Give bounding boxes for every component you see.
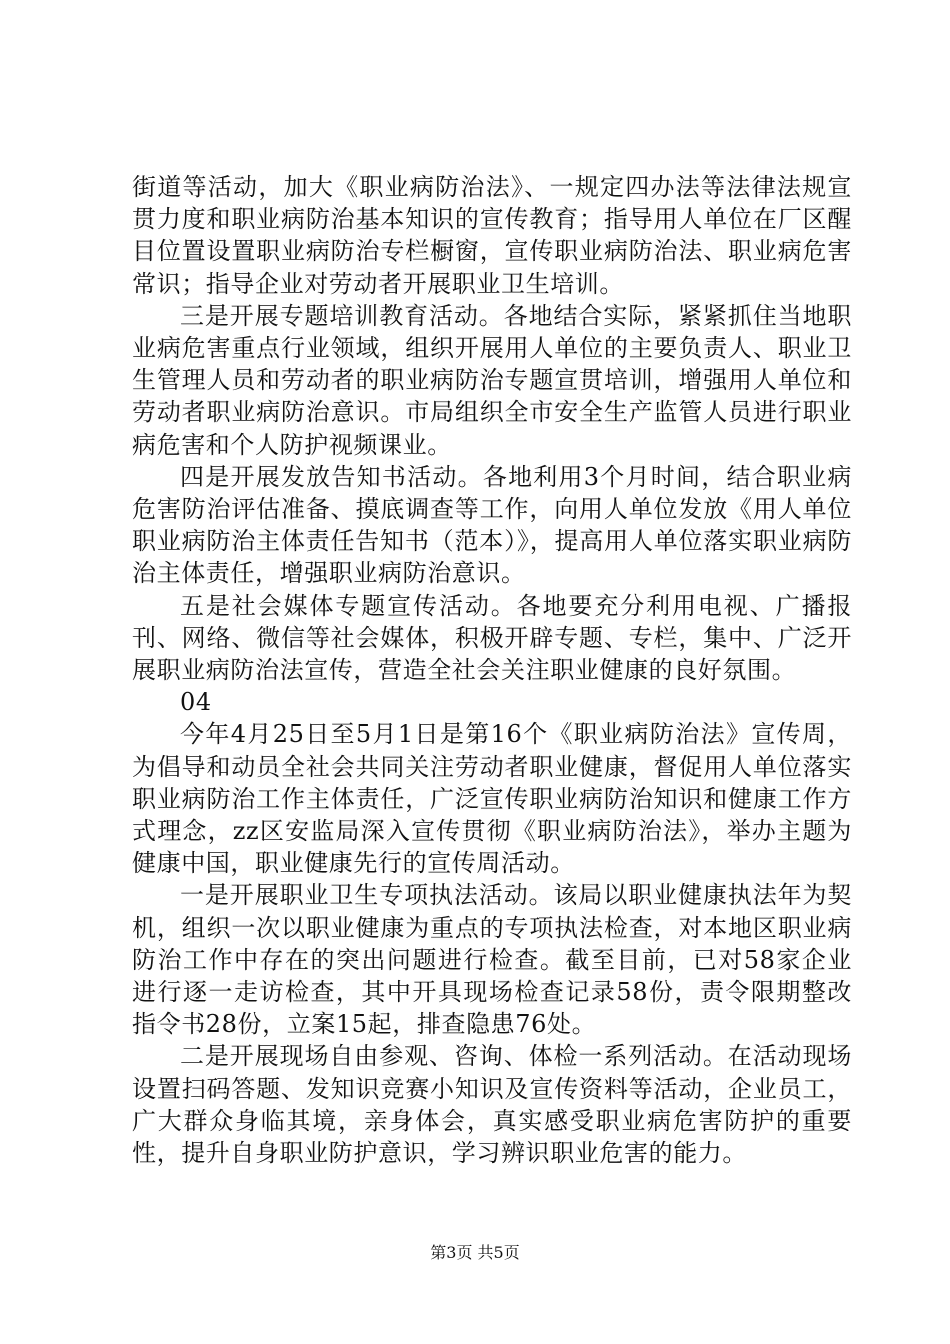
document-body <box>132 171 852 1169</box>
paragraph-publicity-week: 今年4月25日至5月1日是第16个《职业病防治法》宣传周，为倡导和动员全社会共同关注劳动者职业健康，督促用人单位落实职业病防治工作主体责任，广泛宣传职业病防治知识和健康工作方式理念，zz区安监局深入宣传贯彻《职业病防治法》，举办主题为健康中国，职业健康先行的宣传周活动。 <box>132 720 852 878</box>
paragraph-media-publicity: 五是社会媒体专题宣传活动。各地要充分利用电视、广播报刊、网络、微信等社会媒体，积极开辟专题、专栏，集中、广泛开展职业病防治法宣传，营造全社会关注职业健康的良好氛围。 <box>132 591 852 685</box>
paragraph-continuation: 街道等活动，加大《职业病防治法》、一规定四办法等法律法规宣贯力度和职业病防治基本知识的宣传教育；指导用人单位在厂区醒目位置设置职业病防治专栏橱窗，宣传职业病防治法、职业病危害常识；指导企业对劳动者开展职业卫生培训。 <box>132 173 852 298</box>
paragraph-onsite-activities: 二是开展现场自由参观、咨询、体检一系列活动。在活动现场设置扫码答题、发知识竞赛小知识及宣传资料等活动，企业员工，广大群众身临其境，亲身体会，真实感受职业病危害防护的重要性，提升自身职业防护意识，学习辨识职业危害的能力。 <box>132 1042 852 1168</box>
paragraph-notice-distribution: 四是开展发放告知书活动。各地利用3个月时间，结合职业病危害防治评估准备、摸底调查等工作，向用人单位发放《用人单位职业病防治主体责任告知书（范本）》，提高用人单位落实职业病防治主体责任，增强职业病防治意识。 <box>132 462 852 588</box>
paragraph-training: 三是开展专题培训教育活动。各地结合实际，紧紧抓住当地职业病危害重点行业领域，组织开展用人单位的主要负责人、职业卫生管理人员和劳动者的职业病防治专题宣贯培训，增强用人单位和劳动者职业病防治意识。市局组织全市安全生产监管人员进行职业病危害和个人防护视频课业。 <box>132 301 852 459</box>
paragraph-law-enforcement: 一是开展职业卫生专项执法活动。该局以职业健康执法年为契机，组织一次以职业健康为重点的专项执法检查，对本地区职业病防治工作中存在的突出问题进行检查。截至目前，已对58家企业进行逐一走访检查，其中开具现场检查记录58份，责令限期整改指令书28份，立案15起，排查隐患76处。 <box>132 881 852 1039</box>
section-number: 04 <box>180 688 212 717</box>
page-footer: 第3页 共5页 <box>430 1243 520 1262</box>
